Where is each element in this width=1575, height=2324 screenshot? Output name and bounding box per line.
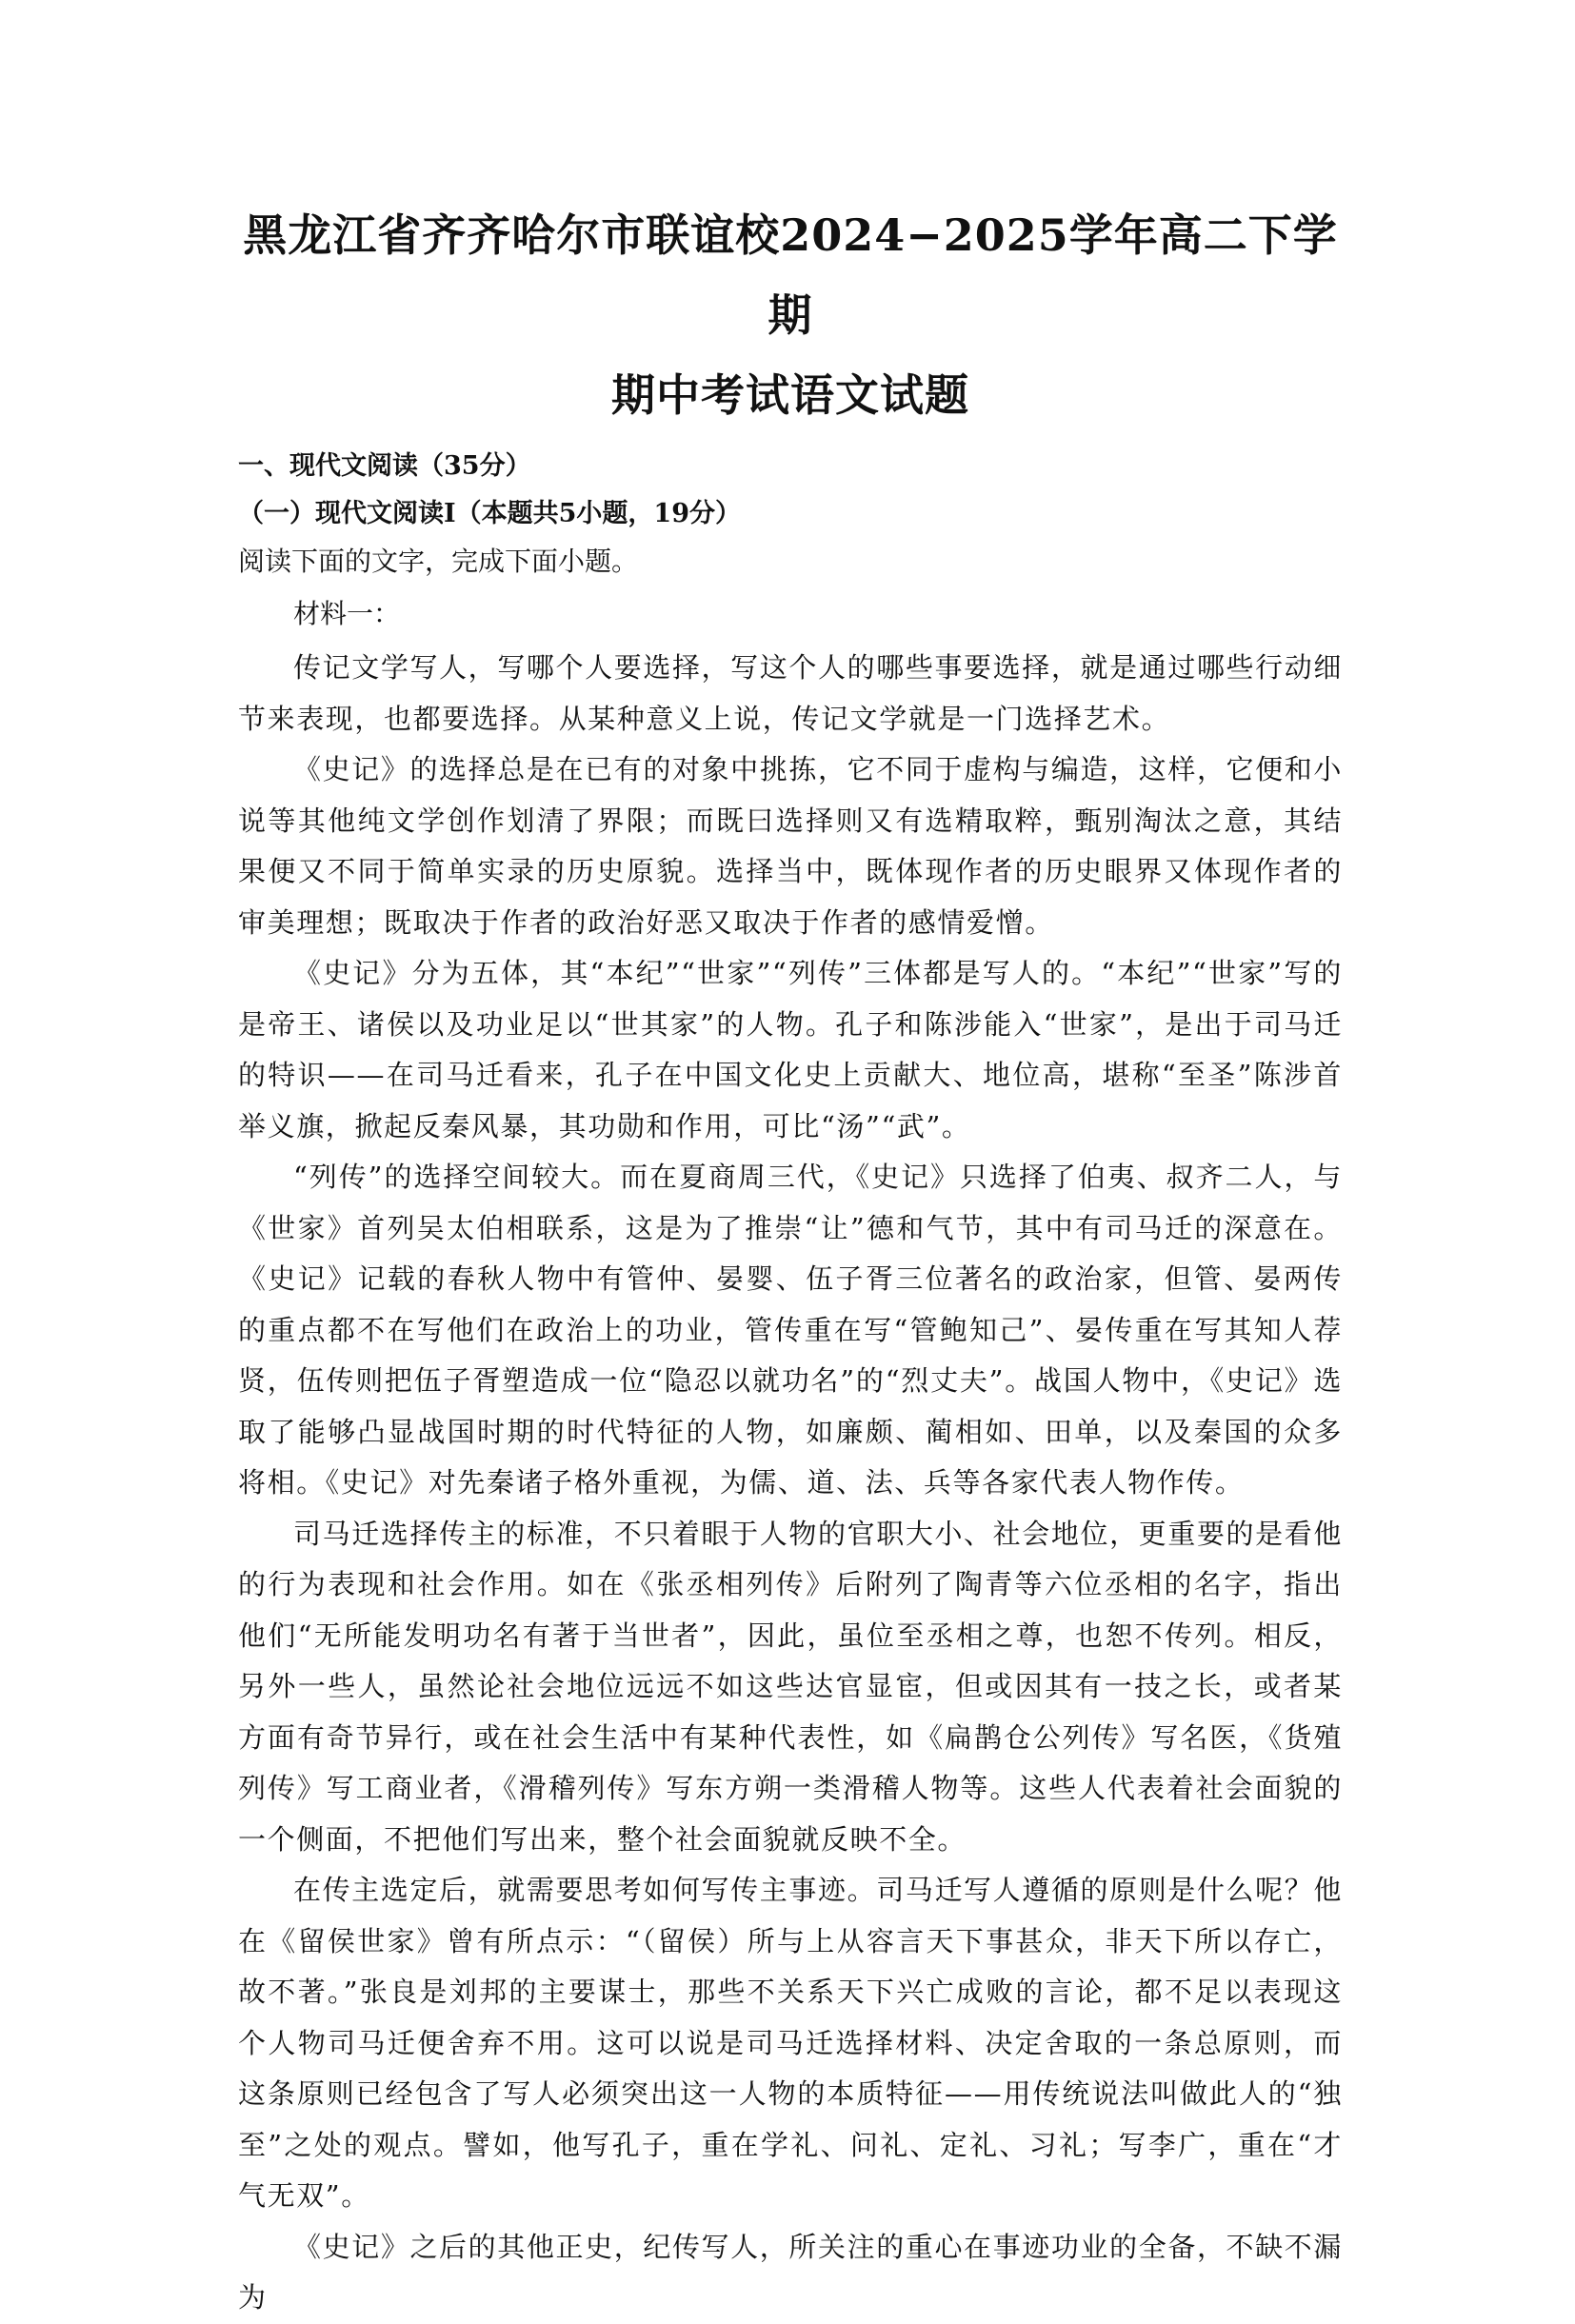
- subsection-heading: （一）现代文阅读Ⅰ（本题共5小题，19分）: [238, 499, 741, 528]
- page-title-line1: 黑龙江省齐齐哈尔市联谊校2024−2025学年高二下学期: [243, 209, 1338, 341]
- title-block: [238, 195, 1575, 435]
- paragraph: 司马迁选择传主的标准，不只着眼于人物的官职大小、社会地位，更重要的是看他的行为表现和社会作用。如在《张丞相列传》后附列了陶青等六位丞相的名字，指出他们“无所能发明功名有著于当世者”，因此，虽位至丞相之尊，也恕不传列。相反，另外一些人，虽然论社会地位远远不如这些达官显宦，但或因其有一技之长，或者某方面有奇节异行，或在社会生活中有某种代表性，如《扁鹊仓公列传》写名医，《货殖列传》写工商业者，《滑稽列传》写东方朔一类滑稽人物等。这些人代表着社会面貌的一个侧面，不把他们写出来，整个社会面貌就反映不全。: [238, 1517, 1343, 1856]
- section-heading: 一、现代文阅读（35分）: [238, 451, 531, 481]
- page-title-line2: 期中考试语文试题: [611, 369, 969, 421]
- reading-instruction: 阅读下面的文字，完成下面小题。: [238, 546, 639, 577]
- paragraph: 传记文学写人，写哪个人要选择，写这个人的哪些事要选择，就是通过哪些行动细节来表现，也都要选择。从某种意义上说，传记文学就是一门选择艺术。: [238, 651, 1343, 735]
- paragraph: “列传”的选择空间较大。而在夏商周三代，《史记》只选择了伯夷、叔齐二人，与《世家》首列吴太伯相联系，这是为了推崇“让”德和气节，其中有司马迁的深意在。《史记》记载的春秋人物中有管仲、晏婴、伍子胥三位著名的政治家，但管、晏两传的重点都不在写他们在政治上的功业，管传重在写“管鲍知己”、晏传重在写其知人荐贤，伍传则把伍子胥塑造成一位“隐忍以就功名”的“烈丈夫”。战国人物中，《史记》选取了能够凸显战国时期的时代特征的人物，如廉颇、蔺相如、田单，以及秦国的众多将相。《史记》对先秦诸子格外重视，为儒、道、法、兵等各家代表人物作传。: [238, 1161, 1343, 1499]
- paragraph: 《史记》之后的其他正史，纪传写人，所关注的重心在事迹功业的全备，不缺不漏为: [238, 2230, 1343, 2314]
- paragraph: 《史记》分为五体，其“本纪”“世家”“列传”三体都是写人的。“本纪”“世家”写的是帝王、诸侯以及功业足以“世其家”的人物。孔子和陈涉能入“世家”，是出于司马迁的特识——在司马迁看来，孔子在中国文化史上贡献大、地位高，堪称“至圣”陈涉首举义旗，掀起反秦风暴，其功勋和作用，可比“汤”“武”。: [238, 957, 1343, 1142]
- paragraph: 《史记》的选择总是在已有的对象中挑拣，它不同于虚构与编造，这样，它便和小说等其他纯文学创作划清了界限；而既曰选择则又有选精取粹，甄别淘汰之意，其结果便又不同于简单实录的历史原貌。选择当中，既体现作者的历史眼界又体现作者的审美理想；既取决于作者的政治好恶又取决于作者的感情爱憎。: [238, 753, 1343, 939]
- paragraph: 在传主选定后，就需要思考如何写传主事迹。司马迁写人遵循的原则是什么呢？他在《留侯世家》曾有所点示：“（留侯）所与上从容言天下事甚众，非天下所以存亡，故不著。”张良是刘邦的主要谋士，那些不关系天下兴亡成败的言论，都不足以表现这个人物司马迁便舍弃不用。这可以说是司马迁选择材料、决定舍取的一条总原则，而这条原则已经包含了写人必须突出这一人物的本质特征——用传统说法叫做此人的“独至”之处的观点。譬如，他写孔子，重在学礼、问礼、定礼、习礼；写李广，重在“才气无双”。: [238, 1874, 1343, 2212]
- material-label: 材料一：: [293, 598, 401, 629]
